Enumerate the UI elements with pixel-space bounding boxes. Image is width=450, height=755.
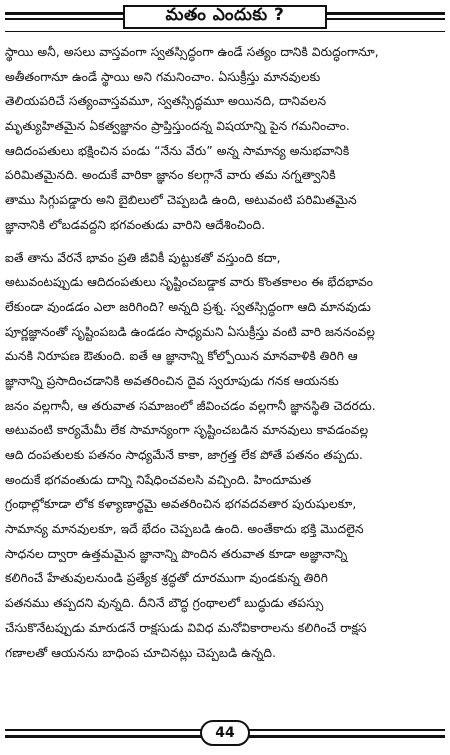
text-line: పతనము తప్పదని వున్నది. దీనినే బౌద్ధ గ్రంథాలలో బుద్ధుడు తపస్సు bbox=[5, 596, 324, 611]
chapter-title: మతం ఎందుకు ? bbox=[123, 5, 327, 29]
text-line: సామాన్య మానవులకూ, ఇదే భేదం చెప్పబడి ఉంది. అంతేకాదు భక్తి మొదలైన bbox=[5, 522, 364, 537]
text-line: జ్ఞానానికి లోబడవద్దని భగవంతుడు వారిని ఆదేశించింది. bbox=[5, 217, 266, 232]
text-line: చేసుకొనేటప్పుడు మారుడనే రాక్షసుడు వివిధ మనోవికారాలను కలిగించే రాక్షస bbox=[5, 620, 367, 635]
text-line: జ్ఞానాన్ని ప్రసాదించడానికి అవతరించిన దైవ స్వరూపుడు గనక ఆయనకు bbox=[5, 373, 339, 388]
text-line: తాము సిగ్గుపడ్డారు అని బైబిలులో చెప్పబడి ఉంది, అటువంటి పరిమితమైన bbox=[5, 193, 357, 208]
text-line: గణాలతో ఆయనను బాధింప చూచినట్లు చెప్పబడి ఉన్నది. bbox=[5, 645, 277, 660]
text-line: సాధనల ద్వారా ఉత్తమమైన జ్ఞానాన్ని పొందిన తరువాత కూడా అజ్ఞానాన్ని bbox=[5, 546, 348, 561]
text-line: ఐతే తాను వేరనే భావం ప్రతి జీవికీ పుట్టుకతో వస్తుంది కదా, bbox=[5, 250, 281, 265]
paragraph bbox=[5, 246, 445, 666]
text-line: మృత్యుహితమైన ఏకత్వజ్ఞానం ప్రాప్తిస్తుందన్న విషయాన్ని పైన గమనించాం. bbox=[5, 119, 350, 134]
paragraph bbox=[5, 40, 445, 238]
text-line: ఆదిదంపతులు భక్షించిన పండు “నేను వేరు” అన్న సామాన్య అనుభవానికి bbox=[5, 143, 350, 158]
page-number: 44 bbox=[200, 720, 250, 746]
text-line: అటువంటప్పుడు ఆదిదంపతులు సృష్టించబడ్డాక వారు కొంతకాలం ఈ భేదభావం bbox=[5, 275, 374, 290]
text-line: లేకుండా వుండడం ఎలా జరిగింది? అన్నది ప్రశ్న. స్వతస్సిద్ధంగా ఆది మానవుడు bbox=[5, 299, 371, 314]
body-text bbox=[5, 40, 445, 673]
text-line: గ్రంథాల్లోకూడా లోక కళ్యాణార్థమై అవతరించిన భగవదవతార పురుషులకూ, bbox=[5, 497, 357, 512]
text-line: మనకి నిరూపణ ఔతుంది. ఐతే ఆ జ్ఞానాన్ని కోల్పోయిన మానవాళికి తిరిగి ఆ bbox=[5, 349, 358, 364]
text-line: తెలియపరిచే సత్యంవాస్తవమూ, స్వతస్సిద్ధమూ అయినది, దానివలన bbox=[5, 94, 327, 109]
text-line: జనం వల్లగానీ, ఆ తరువాత సమాజంలో జీవించడం వల్లగానీ జ్ఞానస్థితి చెదరదు. bbox=[5, 398, 376, 413]
text-line: అటువంటి కార్యమేమీ లేక సామాన్యంగా సృష్టించబడిన మానవులు కావడంవల్ల bbox=[5, 423, 369, 438]
text-line: పరిమితమైనది. అందుకే వారికా జ్ఞానం కలగ్గానే వారు తమ నగ్నత్వానికి bbox=[5, 168, 336, 183]
text-line: కలిగించే హేతువులనుండి ప్రత్యేక శ్రద్ధతో దూరముగా వుండకున్న తిరిగి bbox=[5, 571, 328, 586]
text-line: అతీతంగానూ ఉండే స్థాయి అని గమనించాం. ఏసుక్రీస్తు మానవులకు bbox=[5, 69, 321, 84]
text-line: అందుకే భగవంతుడు దాన్ని నిషేధించవలసి వచ్చింది. హిందూమత bbox=[5, 472, 312, 487]
text-line: స్థాయి అనీ, అసలు వాస్తవంగా స్వతస్సిద్ధంగా ఉండే సత్యం దానికి విరుద్ధంగానూ, bbox=[5, 45, 379, 59]
text-line: పూర్ణజ్ఞానంతో సృష్టింపబడి ఉండడం సాధ్యమని ఏసుక్రీస్తు వంటి వారి జననంవల్ల bbox=[5, 324, 376, 339]
text-line: ఆది దంపతులకు పతనం సాధ్యమేనే కాకా, జాగ్రత్త లేక పోతే పతనం తప్పదు. bbox=[5, 448, 364, 462]
header-rule-bottom bbox=[5, 31, 445, 32]
